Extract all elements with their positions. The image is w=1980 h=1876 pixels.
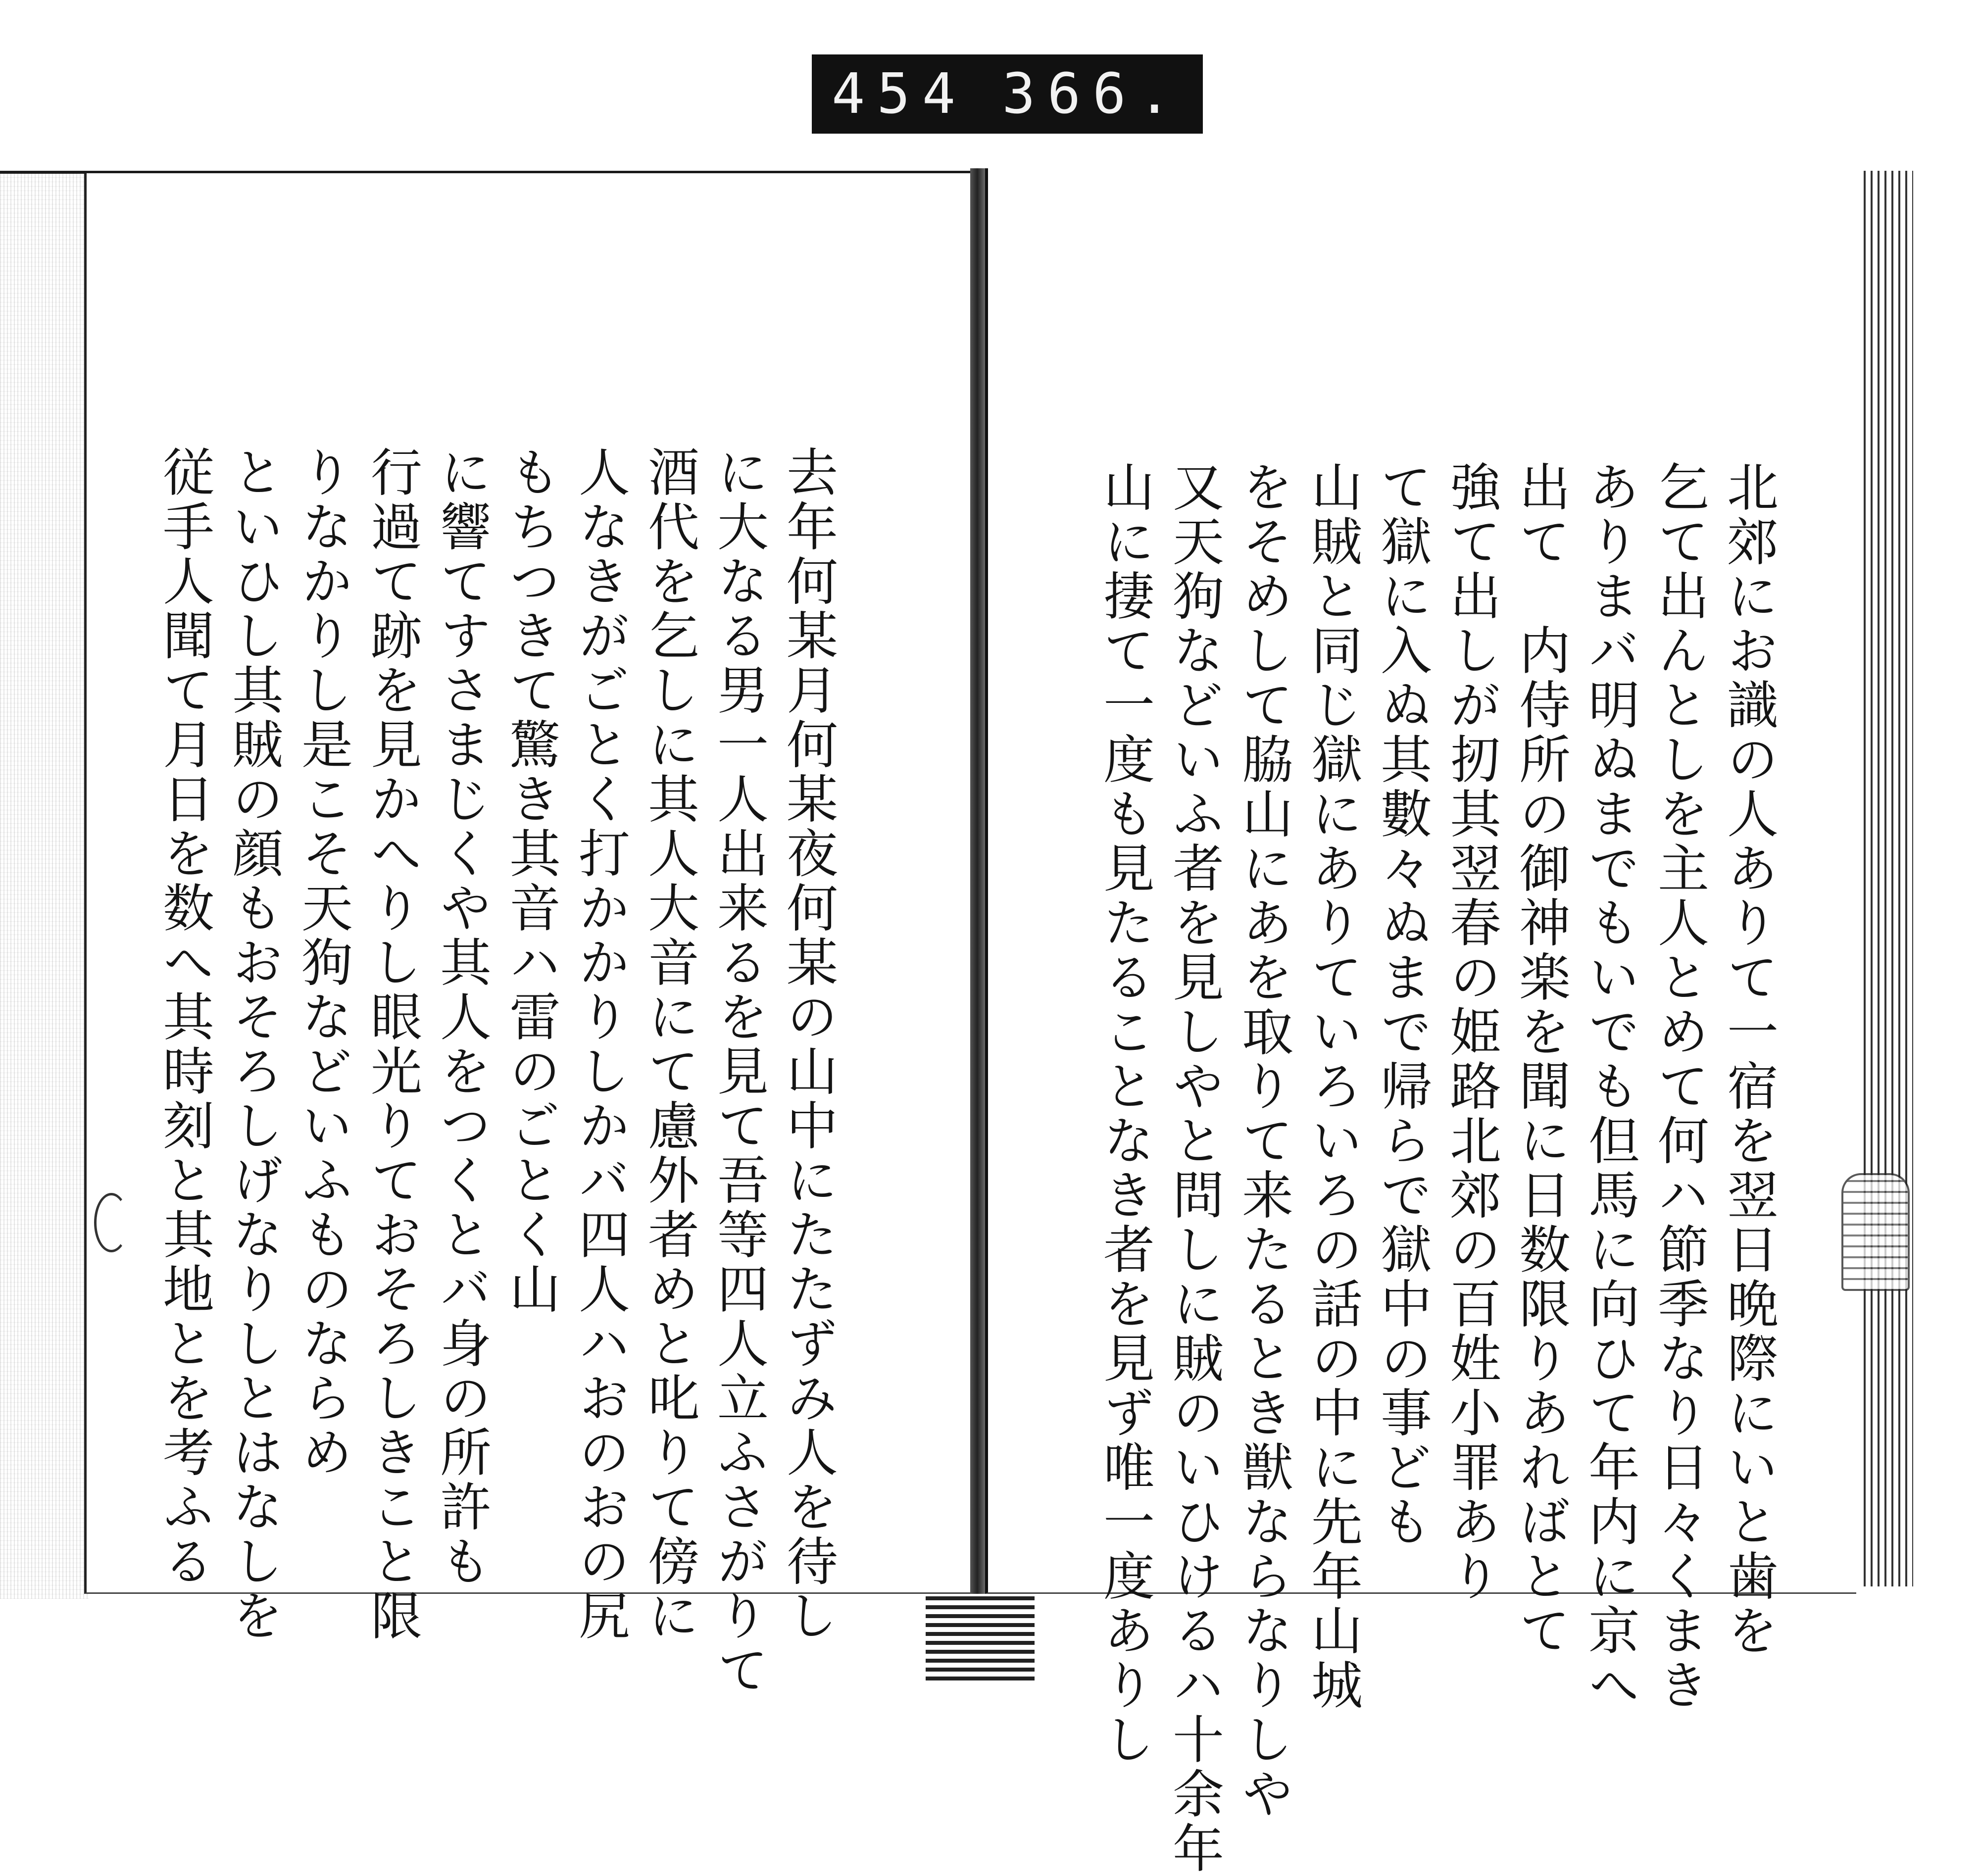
right-page-column-1: 北郊にお識の人ありて一宿を翌日晩際にいと歯を	[1718, 460, 1779, 1658]
right-page-column-8: をそめして脇山にあを取りて来たるとき獣ならなりしや	[1233, 460, 1293, 1822]
right-page-column-9: 又天狗などいふ者を見しやと問しに賊のいひけるハ十余年	[1164, 460, 1224, 1876]
left-page-column-1: 去年何某月何某夜何某の山中にたたずみ人を待し	[778, 445, 838, 1643]
left-page-column-7: 行過て跡を見かへりし眼光りておそろしきこと限	[362, 445, 422, 1643]
right-page-column-5: 強て出しが扨其翌春の姫路北郊の百姓小罪あり	[1441, 460, 1501, 1604]
left-page-column-3: 酒代を乞しに其人大音にて慮外者めと叱りて傍に	[639, 445, 699, 1643]
page-edges	[1859, 171, 1913, 1586]
right-page-column-10: 山に捿て一度も見たることなき者を見ず唯一度ありし	[1094, 460, 1155, 1767]
left-page-column-8: りなかりし是こそ天狗などいふものならめ	[293, 445, 353, 1480]
page-ring-mark	[94, 1193, 129, 1252]
left-page-column-10: 従手人聞て月日を数へ其時刻と其地とを考ふる	[154, 445, 214, 1589]
archive-number-right: 366.	[1002, 62, 1183, 126]
spine-binding	[926, 1594, 1035, 1680]
left-page-column-9: といひし其賊の顔もおそろしげなりしとはなしを	[223, 445, 284, 1643]
scan-edge-noise	[0, 173, 89, 1599]
archive-number-left: 454	[832, 62, 968, 126]
right-page-column-6: て獄に入ぬ其數々ぬまで帰らで獄中の事ども	[1372, 460, 1432, 1549]
archive-label	[812, 54, 1203, 134]
left-page-column-6: に響てすさまじくや其人をつくとバ身の所許も	[431, 445, 492, 1589]
left-page-column-2: に大なる男一人出来るを見て吾等四人立ふさがりて	[708, 445, 769, 1698]
right-page-column-7: 山賊と同じ獄にありていろいろの話の中に先年山城	[1302, 460, 1363, 1713]
right-page-column-4: 出て 内侍所の御神楽を聞に日数限りあればとて	[1510, 460, 1571, 1658]
right-page-column-3: ありまバ明ぬまでもいでも但馬に向ひて年内に京へ	[1580, 460, 1640, 1713]
left-page-column-5: もちつきて驚き其音ハ雷のごとく山	[500, 445, 561, 1317]
right-page-column-2: 乞て出んとしを主人とめて何ハ節季なり日々くまき	[1649, 460, 1709, 1713]
left-page-column-4: 人なきがごとく打かかりしかバ四人ハおのおの尻	[570, 445, 630, 1643]
library-seal-mark	[1841, 1173, 1910, 1291]
